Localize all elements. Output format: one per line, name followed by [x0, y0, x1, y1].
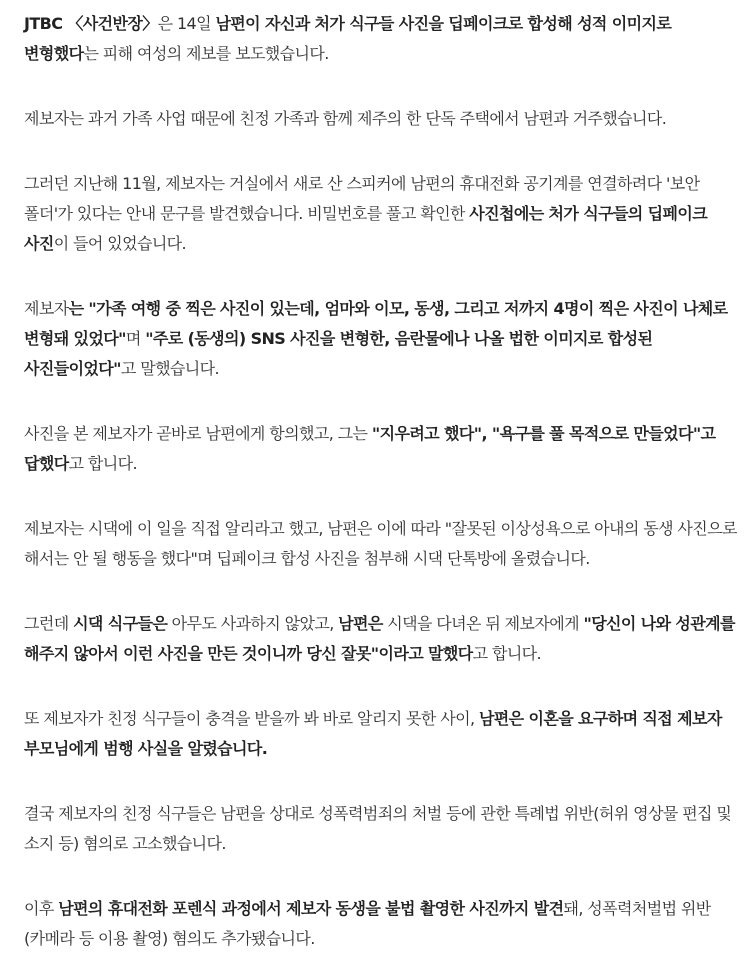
text-run: 는 피해 여성의 제보를 보도했습니다.	[83, 44, 329, 63]
bold-text-run: 남편은	[338, 614, 383, 633]
bold-text-run: 시댁 식구들은	[73, 614, 168, 633]
bold-text-run: "지우려고 했다", "욕구를 풀 목적으로 만들었다"고 답했다	[24, 424, 716, 473]
text-run: 결국 제보자의 친정 식구들은 남편을 상대로 성폭력범죄의 처벌 등에 관한 특례법 위반(허위 영상물 편집 및 소지 등) 혐의로 고소했습니다.	[24, 804, 732, 853]
text-run: 고 말했습니다.	[120, 359, 219, 378]
article-paragraph	[24, 609, 747, 669]
text-run: 그러던 지난해 11월, 제보자는 거실에서 새로 산 스피커에 남편의 휴대전화 공기계를 연결하려다 '보안 폴더'가 있다는 안내 문구를 발견했습니다. 비밀번호를 풀고 확인한	[24, 174, 700, 223]
article-paragraph	[24, 894, 747, 954]
text-run: 사진을 본 제보자가 곧바로 남편에게 항의했고, 그는	[24, 424, 372, 443]
text-run: 돼, 성폭력처벌법 위반(카메라 등 이용 촬영) 혐의도 추가됐습니다.	[24, 899, 711, 948]
article-paragraph	[24, 419, 747, 479]
text-run: 고 합니다.	[68, 454, 137, 473]
text-run: 아무도 사과하지 않았고,	[167, 614, 339, 633]
text-run: 이 들어 있었습니다.	[53, 234, 187, 253]
text-run: 이후	[24, 899, 59, 918]
article-paragraph	[24, 9, 747, 69]
text-run: 또 제보자가 친정 식구들이 충격을 받을까 봐 바로 알리지 못한 사이,	[24, 709, 479, 728]
text-run: 그런데	[24, 614, 74, 633]
text-run: 은 14일	[157, 14, 216, 33]
bold-text-run: 남편이 자신과 처가 식구들 사진을 딥페이크로 합성해 성적 이미지로 변형했다	[24, 14, 672, 63]
article-paragraph	[24, 514, 747, 574]
bold-text-run: JTBC 〈사건반장〉	[24, 14, 158, 33]
article-paragraph	[24, 169, 747, 259]
text-run: 제보자는 과거 가족 사업 때문에 친정 가족과 함께 제주의 한 단독 주택에서 남편과 거주했습니다.	[24, 109, 667, 128]
bold-text-run: 는 "가족 여행 중 찍은 사진이 있는데, 엄마와 이모, 동생, 그리고 저까지 4명이 찍은 사진이 나체로 변형돼 있었다"	[24, 299, 728, 348]
article-paragraph	[24, 704, 747, 764]
text-run: 제보자는 시댁에 이 일을 직접 알리라고 했고, 남편은 이에 따라 "잘못된 이상성욕으로 아내의 동생 사진으로 해서는 안 될 행동을 했다"며 딥페이크 합성 사진을 첨부해 시댁 단톡방에 올렸습니다.	[24, 519, 737, 568]
bold-text-run: "당신이 나와 성관계를 해주지 않아서 이런 사진을 만든 것이니까 당신 잘못"이라고 말했다	[24, 614, 735, 663]
text-run: 시댁을 다녀온 뒤 제보자에게	[382, 614, 584, 633]
bold-text-run: 남편은 이혼을 요구하며 직접 제보자 부모님에게 범행 사실을 알렸습니다.	[24, 709, 722, 758]
article-paragraph	[24, 799, 747, 859]
bold-text-run: "주로 (동생의) SNS 사진을 변형한, 음란물에나 나올 법한 이미지로 합성된 사진들이었다"	[24, 329, 653, 378]
bold-text-run: 남편의 휴대전화 포렌식 과정에서 제보자 동생을 불법 촬영한 사진까지 발견	[58, 899, 564, 918]
text-run: 며	[125, 329, 146, 348]
article-paragraph	[24, 104, 747, 134]
text-run: 고 합니다.	[472, 644, 542, 663]
bold-text-run: 사진첩에는 처가 식구들의 딥페이크 사진	[24, 204, 708, 253]
text-run: 제보자	[24, 299, 69, 318]
article-paragraph	[24, 294, 747, 384]
